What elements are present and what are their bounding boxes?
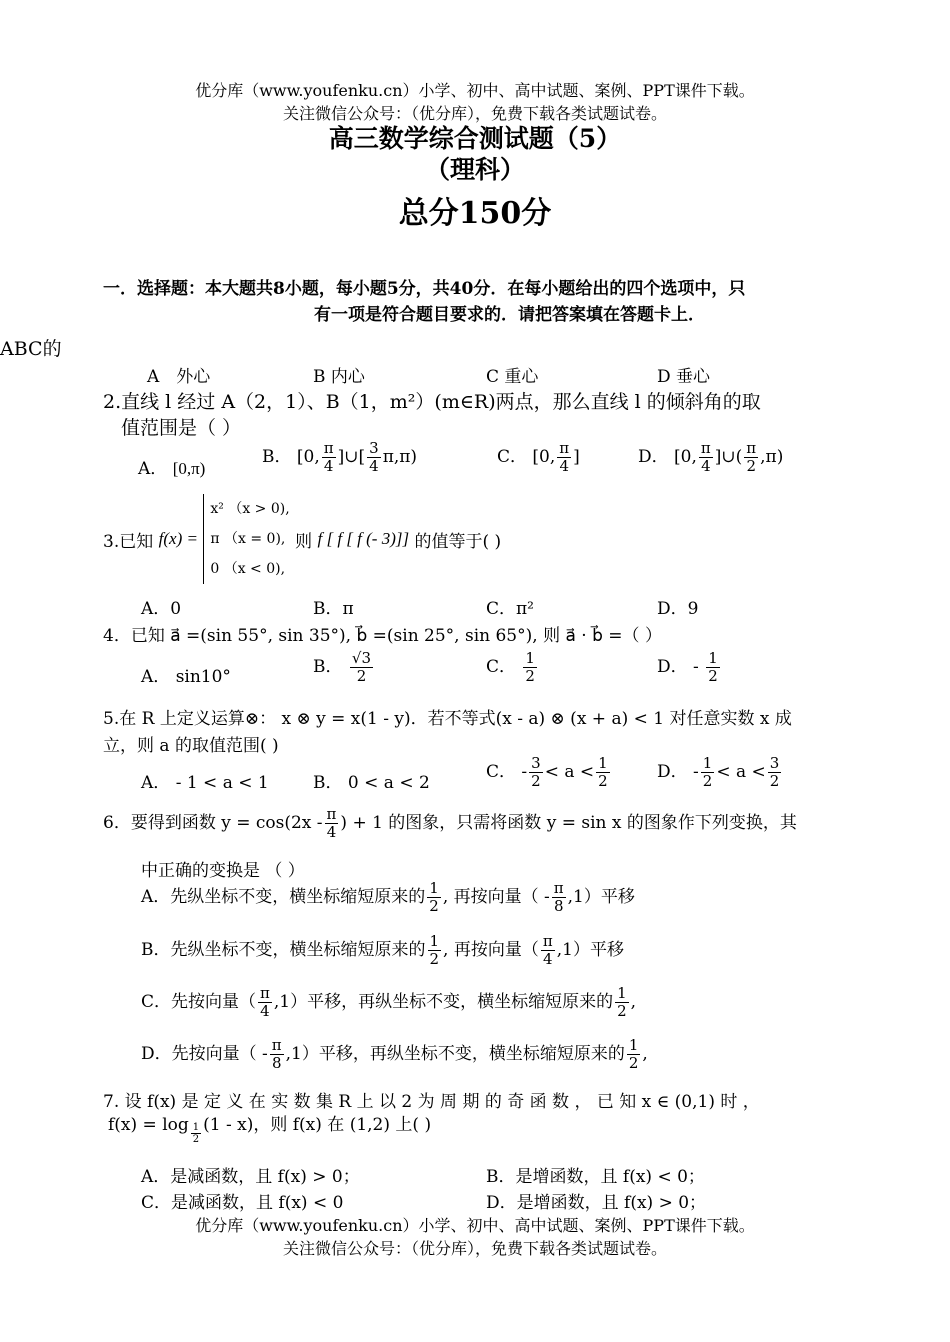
exam-title: 高三数学综合测试题（5）	[328, 124, 622, 153]
q1-option-b: B 内心	[313, 367, 365, 387]
q1-option-a: A 外心	[147, 367, 211, 387]
q6-option-d: D．先按向量（ - $\frac{\pi}{8}$ ,1）平移，再纵坐标不变，横坐标缩短原来的 $\frac{1}{2}$ ,	[141, 1036, 648, 1072]
q5-stem-line-1: 5.在 R 上定义运算⊗： x ⊗ y = x(1 - y)．若不等式(x - a) ⊗ (x + a) < 1 对任意实数 x 成	[103, 709, 792, 729]
q7-option-b: B．是增函数，且 f(x) < 0；	[486, 1167, 705, 1187]
q6-c-frac-1-2: $\frac{1}{2}$	[617, 984, 627, 1020]
q5-option-b: B． 0 < a < 2	[313, 773, 430, 793]
q6-d-frac-1-2: $\frac{1}{2}$	[628, 1036, 639, 1072]
q7-option-d: D．是增函数，且 f(x) > 0；	[486, 1193, 707, 1213]
q2-d-frac-pi-2: $\frac{\pi}{2}$	[746, 439, 757, 475]
q6-d-frac-pi-8: $\frac{\pi}{8}$	[271, 1036, 282, 1072]
q6-a-frac-1-2: $\frac{1}{2}$	[429, 879, 439, 915]
q7-option-c: C．是减函数，且 f(x) < 0	[141, 1193, 344, 1213]
q2-option-a: A． [0,π)	[138, 459, 206, 479]
q4-c-frac: $\frac{1}{2}$	[525, 649, 535, 685]
q4-d-frac: $\frac{1}{2}$	[708, 649, 718, 685]
q5-c-frac-3-2: $\frac{3}{2}$	[531, 754, 541, 790]
q5-option-c: C． - $\frac{3}{2}$ < a < $\frac{1}{2}$	[486, 754, 608, 790]
q2-stem-line-2: 值范围是（ ）	[121, 417, 242, 439]
q2-option-b: B． [0, $\frac{\pi}{4}$ ]∪[ $\frac{3}{4}$ π,π)	[262, 439, 418, 475]
header-line-2: 关注微信公众号：（优分库），免费下载各类试题试卷。	[282, 104, 667, 123]
q5-option-a: A． - 1 < a < 1	[141, 773, 269, 793]
q4-stem: 4．已知 a⃗ =(sin 55°, sin 35°), b⃗ =(sin 25°, sin 65°), 则 a⃗ · b⃗ =（ ）	[103, 626, 662, 646]
q6-b-frac-pi-4: $\frac{\pi}{4}$	[542, 932, 553, 968]
q3-option-a: A．0	[141, 599, 182, 619]
q6-c-frac-pi-4: $\frac{\pi}{4}$	[260, 984, 270, 1020]
q3-option-d: D．9	[657, 599, 699, 619]
footer-line-2: 关注微信公众号：（优分库），免费下载各类试题试卷。	[282, 1239, 667, 1258]
q4-option-a: A． sin10°	[141, 667, 231, 687]
q4-b-frac: $\frac{√3}{2}$	[351, 649, 372, 685]
q2-c-frac-pi-4: $\frac{\pi}{4}$	[559, 439, 570, 475]
q4-option-c: C． $\frac{1}{2}$	[486, 649, 535, 685]
q6-b-frac-1-2: $\frac{1}{2}$	[429, 932, 440, 968]
q7-stem-line-1: 7. 设 f(x) 是 定 义 在 实 数 集 R 上 以 2 为 周 期 的 奇 函 数 ， 已 知 x ∈ (0,1) 时 ，	[103, 1092, 760, 1112]
q1-option-d: D 垂心	[657, 367, 711, 387]
q4-option-b: B． $\frac{√3}{2}$	[313, 649, 372, 685]
q6-stem-line-1: 6．要得到函数 y = cos(2x - $\frac{\pi}{4}$ ) + 1 的图象，只需将函数 y = sin x 的图象作下列变换，其	[103, 805, 797, 841]
q6-stem-frac-pi-4: $\frac{\pi}{4}$	[326, 805, 337, 841]
q5-option-d: D． - $\frac{1}{2}$ < a < $\frac{3}{2}$	[657, 754, 780, 790]
q2-b-frac-3-4: $\frac{3}{4}$	[369, 439, 379, 475]
q4-option-d: D． - $\frac{1}{2}$	[657, 649, 718, 685]
q3-option-b: B．π	[313, 599, 354, 619]
q5-d-frac-3-2: $\frac{3}{2}$	[769, 754, 780, 790]
q2-d-frac-pi-4: $\frac{\pi}{4}$	[700, 439, 711, 475]
q5-d-frac-1-2: $\frac{1}{2}$	[702, 754, 713, 790]
q1-fragment: ABC的	[0, 338, 62, 360]
q3-option-c: C．π²	[486, 599, 534, 619]
q7-option-a: A．是减函数，且 f(x) > 0；	[141, 1167, 360, 1187]
q6-a-frac-pi-8: $\frac{\pi}{8}$	[553, 879, 564, 915]
q2-stem-line-1: 2.直线 l 经过 A（2，1）、B（1，m²）(m∈R)两点，那么直线 l 的倾斜角的取	[103, 391, 761, 413]
q7-stem-line-2: f(x) = log $\frac{1}{2}$ (1 - x)，则 f(x) 在 (1,2) 上( )	[108, 1115, 432, 1145]
q6-stem-line-2: 中正确的变换是 （ ）	[141, 861, 305, 881]
q3-piecewise: x² （x > 0), π （x = 0), 0 （x < 0),	[203, 494, 289, 584]
q6-option-a: A．先纵坐标不变，横坐标缩短原来的 $\frac{1}{2}$ , 再按向量（ - $\frac{\pi}{8}$ ,1）平移	[141, 879, 635, 915]
q5-stem-line-2: 立，则 a 的取值范围( )	[103, 736, 279, 756]
total-score: 总分150分	[398, 196, 552, 231]
q5-c-frac-1-2: $\frac{1}{2}$	[598, 754, 608, 790]
q7-log-base: $\frac{1}{2}$	[192, 1122, 200, 1145]
q1-option-c: C 重心	[486, 367, 539, 387]
section-instructions-line-1: 一．选择题：本大题共8小题，每小题5分，共40分．在每小题给出的四个选项中，只	[103, 279, 746, 299]
q2-b-frac-pi-4: $\frac{\pi}{4}$	[323, 439, 334, 475]
exam-subtitle: （理科）	[424, 155, 525, 184]
q3-stem: 3.已知 f(x) = x² （x > 0), π （x = 0), 0 （x < 0), 则 f [ f [ f (- 3)]] 的值等于( )	[103, 494, 501, 584]
q2-option-c: C． [0, $\frac{\pi}{4}$ ]	[497, 439, 580, 475]
header-line-1: 优分库（www.youfenku.cn）小学、初中、高中试题、案例、PPT课件下载。	[195, 81, 755, 100]
section-instructions-line-2: 有一项是符合题目要求的．请把答案填在答题卡上．	[314, 305, 705, 325]
q6-option-c: C．先按向量（ $\frac{\pi}{4}$ ,1）平移，再纵坐标不变，横坐标缩短原来的 $\frac{1}{2}$ ,	[141, 984, 637, 1020]
q6-option-b: B．先纵坐标不变，横坐标缩短原来的 $\frac{1}{2}$ , 再按向量（ $\frac{\pi}{4}$ ,1）平移	[141, 932, 624, 968]
footer-line-1: 优分库（www.youfenku.cn）小学、初中、高中试题、案例、PPT课件下载。	[195, 1216, 755, 1235]
q2-option-d: D． [0, $\frac{\pi}{4}$ ]∪( $\frac{\pi}{2}$ ,π)	[638, 439, 784, 475]
